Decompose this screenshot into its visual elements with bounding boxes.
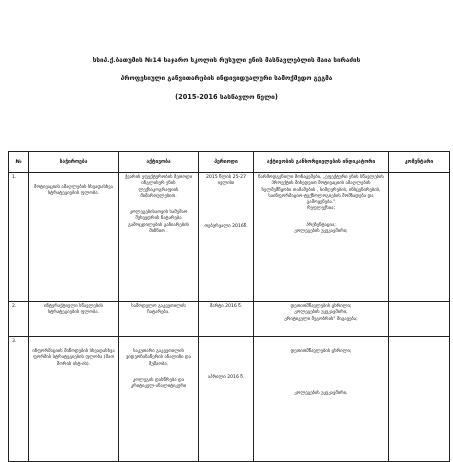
- need-text: მოტივაციის ამაღლების სხვადასხვა სტრატეგიების ფლობა.: [34, 185, 113, 197]
- row-activity: [119, 302, 199, 337]
- development-plan-table: [8, 151, 450, 462]
- row-period: [199, 337, 254, 462]
- plan-title-line-1: სსიპ.ქ.ბათუმის №14 საჯარო სკოლის რუსული ენის მასწავლებლის მაია სირაძის: [92, 56, 361, 64]
- plan-title-line-3: (2015-2016 სასწავლო წელი): [175, 93, 278, 101]
- header-need: საჭიროება: [29, 152, 119, 173]
- period-text: აპრილი 2016 წ.: [207, 375, 245, 380]
- indicator-text: წარმოდგენილი მონაცემები, „ეფექტური ენის სწავლების პროექტის მიხედვით მოტივაციის ამაღლების ხელშემწყობი თამაშების , სიმღერების, ინსცენირების, საინფორმაციო-ტექნოლოგიების მომზადება და გამოყენება.": [258, 175, 384, 206]
- table-row: [9, 302, 450, 337]
- plan-title-line-2: პროფესიული განვითარების ინდივიდუალური სამოქმედო გეგმა: [120, 74, 333, 82]
- row-activity: [119, 337, 199, 462]
- indicator-text: პრეზენტაცია;: [306, 222, 336, 228]
- row-period: [199, 302, 254, 337]
- row-period: [199, 173, 254, 302]
- activity-text: სამოდელო გაკვეთილის ჩატარება.: [131, 304, 186, 316]
- row-need: [29, 173, 119, 302]
- row-number: 3.: [9, 337, 29, 462]
- table-header-row: [9, 152, 450, 173]
- row-indicator: [254, 302, 389, 337]
- indicator-text: კოლეგების უკუკავშირი;: [294, 229, 348, 235]
- header-period: პერიოდი: [199, 152, 254, 173]
- indicator-text: კოლეგების უკუკავშირი,: [294, 391, 348, 397]
- table-row: [9, 337, 450, 462]
- row-comment: [389, 302, 450, 337]
- row-comment: [389, 337, 450, 462]
- row-activity: [119, 173, 199, 302]
- row-comment: [389, 173, 450, 302]
- indicator-text: დეთითმწავლების ცხრილი;: [290, 349, 352, 354]
- indicator-text: კოლეგების უკუკავშირი,: [294, 310, 348, 316]
- row-indicator: [254, 337, 389, 462]
- table-row: [9, 173, 450, 302]
- header-comment: კომენტარი: [389, 152, 450, 173]
- indicator-text: კრიტიკული მეგობრის" მიგავება;: [284, 316, 358, 322]
- row-number: 2.: [9, 302, 29, 337]
- activity-text: საკუთარი გაკვეთილის ვიდეოჩანაწერის ანალიზი და მუშაობა.: [125, 349, 192, 367]
- activity-text: ქვარის ეფექტურობის მეთოდი ინგლისურ ენის ლექსიკოგრაფიის მიმართულებით.: [124, 175, 193, 199]
- row-number: 1.: [9, 173, 29, 302]
- row-need: ინტერაქტიული სწავლების სტრატეგიების ფლობა.: [29, 302, 119, 337]
- row-indicator: [254, 173, 389, 302]
- need-text: ინფორმაციის მიწოდების სხვადასხვა ფორმის სტრატეგიების ფლობა (მათ შორის ისტ-ის).: [32, 349, 115, 367]
- header-indicator: აქტივობის განხორციელების ინდიკატორი: [254, 152, 389, 173]
- header-number: №: [9, 152, 29, 173]
- period-text: თებერვალი 2016წ.: [204, 223, 248, 229]
- period-text: 2015 წლის 25-27 ივლისი: [205, 175, 246, 187]
- activity-text: კოლეგის დასწრება და კრიტიკულ-ანალიტიკური: [130, 377, 187, 390]
- indicator-text: დეთითმწავლების ცხრილი;: [290, 304, 352, 309]
- row-need: [29, 337, 119, 462]
- header-activity: აქტივობა: [119, 152, 199, 173]
- activity-text: კოლეგებისათვის სამუშაო შეხვედრის ჩატარება გამოცდილების გაზიარების მიზნით .: [128, 210, 189, 235]
- indicator-text: რეფლექსია;: [306, 206, 335, 212]
- period-text: მარტი 2016 წ.: [209, 304, 243, 309]
